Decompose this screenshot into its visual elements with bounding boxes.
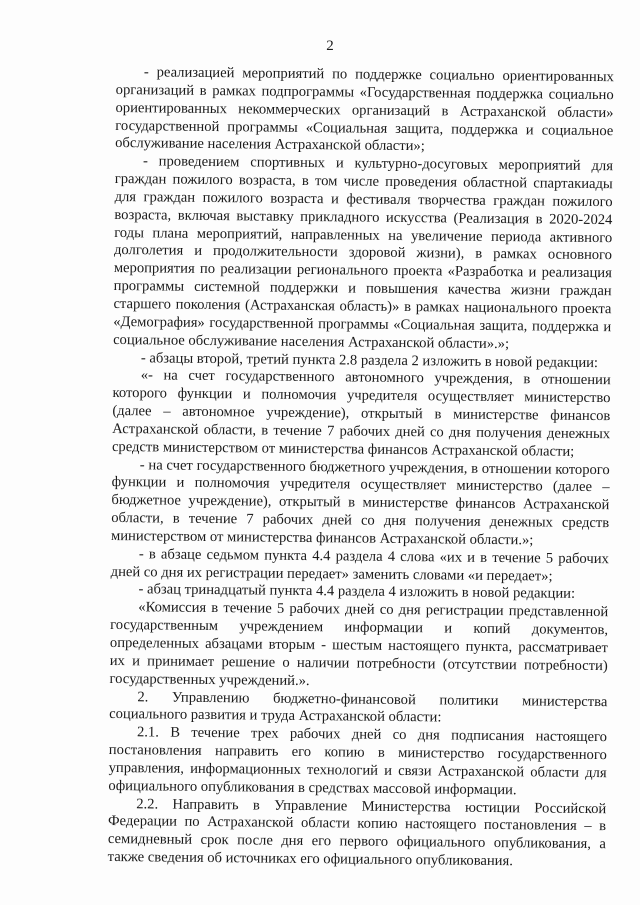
paragraph-amend-2-8: - абзацы второй, третий пункта 2.8 раздела 2 изложить в новой редакции: xyxy=(140,349,599,371)
paragraph-autonomous-institution: «- на счет государственного автономного учреждения, в отношении которого функции и полномочия учредителя осуществляет министерство (далее – автономное учреждение), открытый в министерстве финансов Астраханской области, в течение 7 рабочих дней со дня получения денежных средств министерством от министерства финансов Астраханской области; xyxy=(111,367,611,460)
paragraph-commission: «Комиссия в течение 5 рабочих дней со дня регистрации представленной государственным учреждением информации и копий документов, определенных абзацами вторым - шестым настоящего пункта, рассматривает их и принимает решение о наличии потребности (отсутствии потребности) государственных учреждений.». xyxy=(109,599,609,689)
paragraph-item-2-1: 2.1. В течение трех рабочих дней со дня подписания настоящего постановления направить его копию в министерство государственного управления, информационных технологий и связи Астраханской области для официального опубликования в средствах массовой информации. xyxy=(108,724,608,798)
page-number: 2 xyxy=(326,38,334,54)
paragraph-social-organizations: - реализацией мероприятий по поддержке социально ориентированных организаций в рамках подпрограммы «Государственная поддержка социально ориентированных некоммерческих организаций в Астраханской области» государственной программы «Социальная защита, поддержка и социальное обслуживание населения Астраханской области»; xyxy=(115,64,614,155)
paragraph-amend-4-4-thirteenth: - абзац тринадцатый пункта 4.4 раздела 4 изложить в новой редакции: xyxy=(138,581,576,603)
paragraph-amend-4-4-seventh: - в абзаце седьмом пункта 4.4 раздела 4 слова «их и в течение 5 рабочих дней со дня их регистрации передает» заменить словами «и передает»; xyxy=(110,546,609,585)
paragraph-senior-events: - проведением спортивных и культурно-досуговых мероприятий для граждан пожилого возраста, в том числе проведения областной спартакиады для граждан пожилого возраста и фестиваля творчества граждан пожилого возраста, включая выставку прикладного искусства (Реализация в 2020-2024 годы плана мероприятий, направленных на увеличение периода активного долголетия и продолжительности здоровой жизни), в рамках основного мероприятия по реализации регионального проекта «Разработка и реализация программы системной поддержки и повышения качества жизни граждан старшего поколения (Астраханская область)» в рамках национального проекта «Демография» государственной программы «Социальная защита, поддержка и социальное обслуживание населения Астраханской области».»; xyxy=(113,153,614,352)
paragraph-budget-institution: - на счет государственного бюджетного учреждения, в отношении которого функции и полномочия учредителя осуществляет министерство (далее – бюджетное учреждение), открытый в министерстве финансов Астраханской области, в течение 7 рабочих дней со дня получения денежных средств министерством от министерства финансов Астраханской области.»; xyxy=(110,456,610,549)
document-body xyxy=(108,64,614,872)
paragraph-item-2: 2. Управлению бюджетно-финансовой политики министерства социального развития и труда Астраханской области: xyxy=(109,688,608,726)
paragraph-item-2-2: 2.2. Направить в Управление Министерства юстиции Российской Федерации по Астраханской области копию настоящего постановления – в семидневный срок после дня его первого официального опубликования, а также сведения об источниках его официального опубликования. xyxy=(107,795,607,870)
